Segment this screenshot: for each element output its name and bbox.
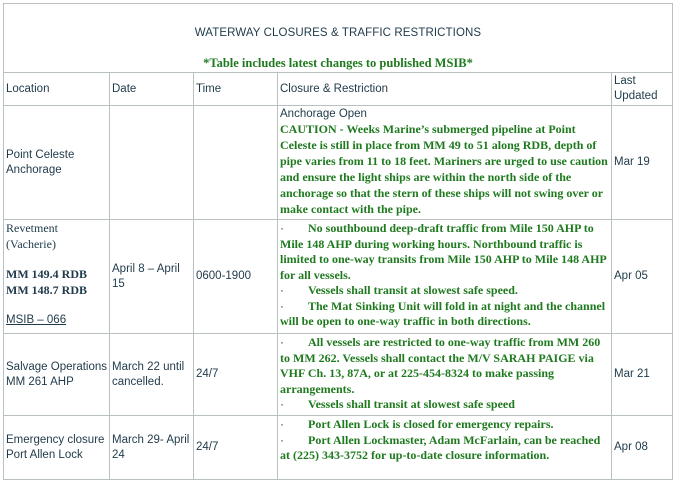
header-location: Location [4,73,110,106]
row-location: Emergency closure Port Allen Lock [4,416,110,480]
row-location [4,220,110,334]
closures-table [3,3,673,480]
bullet-glyph: · [280,432,284,447]
header-time: Time [194,73,278,106]
closure-bullet: · All vessels are restricted to one-way traffic from MM 260 to MM 262. Vessels shall contact the M/V SARAH PAIGE via VHF Ch. 13, 87A, or at 225-454-8324 to make passing arrangements. [280,335,601,396]
bullet-glyph: · [280,283,284,297]
row-updated: Mar 19 [612,106,673,220]
bullet-glyph: · [280,417,284,431]
closure-bullet: · Port Allen Lock is closed for emergency repairs. [280,417,554,431]
row-updated: Mar 21 [612,334,673,416]
row-closure [278,416,612,480]
msib-link[interactable]: MSIB – 066 [6,314,67,326]
row-location: Point Celeste Anchorage [4,106,110,220]
row-time: 24/7 [194,334,278,416]
closure-bullet: · Port Allen Lockmaster, Adam McFarlain, can be reached at (225) 343-3752 for up-to-date closure information. [280,432,601,462]
table-row [4,416,673,480]
row-date: March 22 until cancelled. [110,334,194,416]
row-time: 24/7 [194,416,278,480]
table-row [4,106,673,220]
closure-bullet: · The Mat Sinking Unit will fold in at night and the channel will be open to one-way traffic in both directions. [280,298,606,328]
location-mm-2: MM 148.7 RDB [6,282,87,297]
closure-bullet: · Vessels shall transit at slowest safe speed. [280,283,518,297]
row-location: Salvage Operations MM 261 AHP [4,334,110,416]
header-date: Date [110,73,194,106]
row-date: March 29- April 24 [110,416,194,480]
row-date [110,106,194,220]
header-last-updated: Last Updated [612,73,673,106]
closure-text: CAUTION - Weeks Marine’s submerged pipeline at Point Celeste is still in place from MM 49 to 51 along RDB, depth of pipe varies from 11 to 18 feet. Mariners are urged to use caution and ensure the light ships are within the north side of the anchorage so that the stern of these ships will not swing over or make contact with the pipe. [280,122,608,216]
row-time [194,106,278,220]
title-row [4,4,673,73]
row-closure [278,334,612,416]
table-subtitle: *Table includes latest changes to published MSIB* [203,56,473,70]
row-closure [278,220,612,334]
closure-bullet: · No southbound deep-draft traffic from Mile 150 AHP to Mile 148 AHP during working hours. Northbound traffic is limited to one-way transits from Mile 150 AHP to Mile 148 AHP for all vessels. [280,221,607,282]
header-closure: Closure & Restriction [278,73,612,106]
bullet-glyph: · [280,298,284,313]
closure-bullet: · Vessels shall transit at slowest safe speed [280,397,515,411]
row-closure [278,106,612,220]
table-row [4,220,673,334]
table-title: WATERWAY CLOSURES & TRAFFIC RESTRICTIONS [194,27,482,39]
location-mm-1: MM 149.4 RDB [6,267,87,281]
closures-table-container [3,3,672,480]
bullet-glyph: · [280,397,284,411]
row-date: April 8 – April 15 [110,220,194,334]
row-time: 0600-1900 [194,220,278,334]
bullet-glyph: · [280,221,284,235]
header-row [4,73,673,106]
row-updated: Apr 08 [612,416,673,480]
row-updated: Apr 05 [612,220,673,334]
closure-heading: Anchorage Open [280,108,367,120]
location-name: Revetment (Vacherie) [6,221,58,251]
table-row [4,334,673,416]
title-cell [4,4,673,73]
bullet-glyph: · [280,335,284,349]
